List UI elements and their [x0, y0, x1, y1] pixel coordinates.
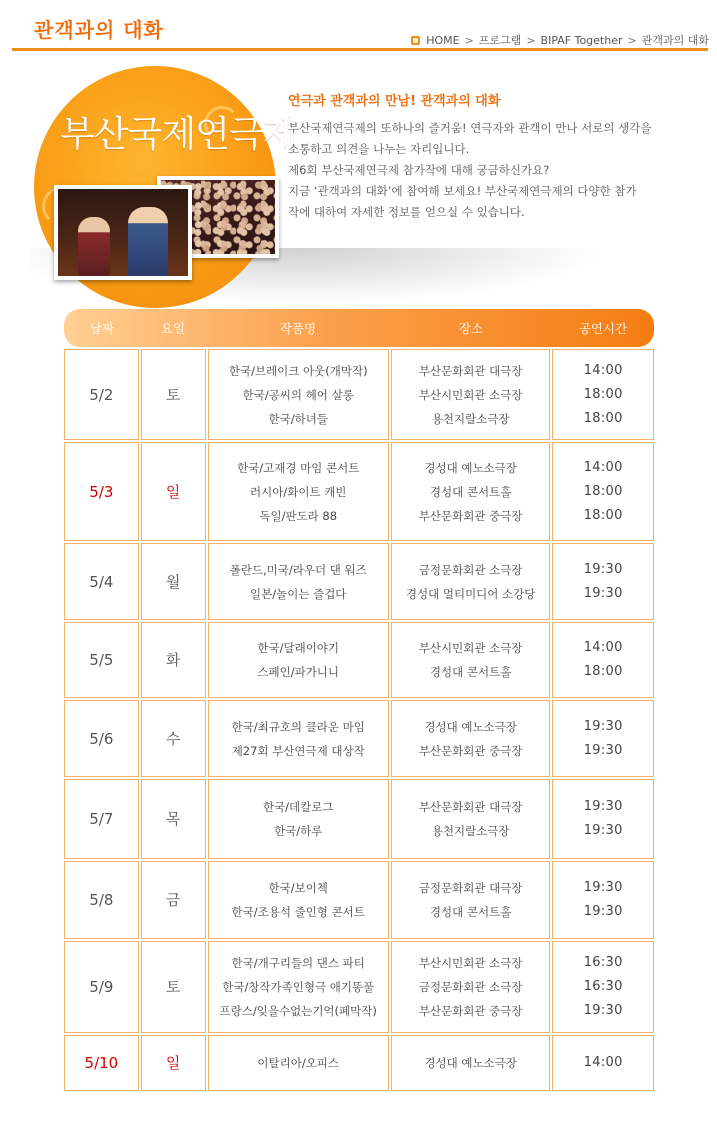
venue-cell: [391, 779, 550, 859]
show-time: 14:00: [583, 640, 623, 655]
venue-name: 부산문화회관 대극장: [418, 800, 523, 814]
show-time: 19:30: [583, 585, 623, 601]
intro-line: 소통하고 의견을 나누는 자리입니다.: [288, 142, 470, 156]
work-title: 일본/놀이는 즐겁다: [250, 586, 347, 601]
intro-section: [0, 58, 717, 288]
work-cell: [208, 442, 389, 541]
table-row: [64, 779, 654, 859]
time-cell: [552, 941, 654, 1033]
work-title: 한국/최규호의 클라운 마임: [231, 719, 365, 734]
date-cell: 5/7: [64, 779, 139, 859]
day-cell: 일: [141, 442, 206, 541]
show-time: 14:00: [583, 1055, 623, 1070]
work-cell: [208, 700, 389, 777]
work-title: 스페인/파가니니: [257, 665, 340, 679]
work-title: 제27회 부산연극제 대상작: [231, 743, 365, 758]
venue-name: 경성대 예노소극장: [424, 460, 517, 475]
time-cell: [552, 700, 654, 777]
venue-name: 금정문화회관 소극장: [418, 562, 523, 577]
show-time: 19:30: [583, 904, 623, 919]
date-cell: 5/3: [64, 442, 139, 541]
work-title: 프랑스/잊을수없는기억(폐막작): [219, 1004, 377, 1018]
venue-name: 경성대 멀티미디어 소강당: [405, 586, 536, 601]
time-cell: [552, 442, 654, 541]
show-time: 14:00: [583, 459, 623, 475]
title-divider: [12, 48, 708, 51]
table-row: [64, 349, 654, 440]
date-cell: 5/8: [64, 861, 139, 939]
breadcrumb-bipaf-link[interactable]: BIPAF Together: [540, 33, 623, 47]
header-time: 공연시간: [578, 321, 628, 336]
intro-line: 작에 대하여 자세한 정보를 얻으실 수 있습니다.: [288, 205, 525, 219]
venue-cell: [391, 1035, 550, 1091]
venue-name: 경성대 콘서트홀: [429, 484, 512, 499]
day-cell: 토: [141, 941, 206, 1033]
show-time: 18:00: [583, 664, 623, 679]
venue-name: 부산시민회관 소극장: [418, 956, 523, 970]
venue-cell: [391, 622, 550, 698]
table-row: [64, 1035, 654, 1091]
table-row: [64, 700, 654, 777]
intro-line: 지금 ‘관객과의 대화’에 참여해 보세요! 부산국제연극제의 다양한 참가: [288, 184, 637, 198]
show-time: 19:30: [583, 1003, 623, 1018]
breadcrumb: [411, 32, 709, 48]
work-title: 한국/조용석 줄인형 콘서트: [231, 905, 365, 919]
venue-name: 경성대 예노소극장: [424, 719, 517, 734]
work-title: 폴란드,미국/라우더 댄 워즈: [229, 562, 367, 577]
work-title: 이탈리아/오피스: [257, 1056, 340, 1070]
venue-cell: [391, 349, 550, 440]
venue-name: 부산문화회관 중극장: [418, 743, 523, 758]
venue-name: 부산시민회관 소극장: [418, 641, 523, 655]
venue-cell: [391, 442, 550, 541]
venue-cell: [391, 700, 550, 777]
show-time: 19:30: [583, 799, 623, 814]
venue-name: 금정문화회관 소극장: [418, 980, 523, 994]
day-cell: 화: [141, 622, 206, 698]
day-cell: 월: [141, 543, 206, 620]
work-title: 한국/데칼로그: [262, 800, 334, 814]
venue-name: 경성대 콘서트홀: [429, 905, 512, 919]
venue-name: 부산시민회관 소극장: [418, 387, 523, 402]
table-row: [64, 622, 654, 698]
day-cell: 토: [141, 349, 206, 440]
table-row: [64, 442, 654, 541]
date-cell: 5/4: [64, 543, 139, 620]
date-cell: 5/5: [64, 622, 139, 698]
header-work: 작품명: [279, 321, 317, 336]
work-title: 한국/창작가족인형극 애기똥풀: [222, 980, 375, 994]
show-time: 19:30: [583, 561, 623, 577]
work-cell: [208, 543, 389, 620]
performer-figure: [128, 207, 168, 279]
venue-name: 금정문화회관 대극장: [418, 881, 523, 895]
work-cell: [208, 622, 389, 698]
schedule-table: [64, 349, 654, 1093]
work-title: 한국/보이첵: [268, 881, 328, 895]
venue-cell: [391, 543, 550, 620]
show-time: 18:00: [583, 386, 623, 402]
venue-name: 부산문화회관 중극장: [418, 1004, 523, 1018]
venue-name: 용천지랄소극장: [431, 411, 510, 426]
venue-name: 부산문화회관 중극장: [418, 508, 523, 523]
show-time: 16:30: [583, 955, 623, 970]
day-cell: 일: [141, 1035, 206, 1091]
header-day: 요일: [160, 321, 186, 336]
stage-photo: [54, 185, 192, 280]
breadcrumb-separator: >: [526, 33, 536, 47]
work-cell: [208, 779, 389, 859]
venue-name: 경성대 콘서트홀: [429, 665, 512, 679]
venue-name: 부산문화회관 대극장: [418, 363, 523, 378]
work-title: 한국/고재경 마임 콘서트: [237, 460, 360, 475]
show-time: 19:30: [583, 880, 623, 895]
show-time: 14:00: [583, 362, 623, 378]
day-cell: 금: [141, 861, 206, 939]
work-title: 러시아/화이트 캐빈: [250, 484, 347, 499]
time-cell: [552, 543, 654, 620]
performer-figure: [78, 217, 110, 277]
work-cell: [208, 349, 389, 440]
breadcrumb-separator: >: [627, 33, 637, 47]
time-cell: [552, 349, 654, 440]
show-time: 19:30: [583, 742, 623, 758]
work-cell: [208, 861, 389, 939]
day-cell: 수: [141, 700, 206, 777]
header-venue: 장소: [458, 321, 484, 336]
breadcrumb-home-link[interactable]: HOME: [426, 33, 460, 47]
breadcrumb-current: 관객과의 대화: [641, 34, 709, 47]
venue-name: 경성대 예노소극장: [424, 1056, 517, 1070]
show-time: 18:00: [583, 483, 623, 499]
table-row: [64, 941, 654, 1033]
show-time: 18:00: [583, 507, 623, 523]
page-title: 관객과의 대화: [34, 18, 164, 42]
time-cell: [552, 861, 654, 939]
time-cell: [552, 1035, 654, 1091]
day-cell: 목: [141, 779, 206, 859]
breadcrumb-separator: >: [464, 33, 474, 47]
work-title: 한국/브레이크 아웃(개막작): [228, 363, 368, 378]
venue-cell: [391, 941, 550, 1033]
show-time: 18:00: [583, 410, 623, 426]
work-title: 한국/달래이야기: [257, 641, 340, 655]
home-icon: [411, 36, 420, 45]
festival-logo: 부산국제연극제: [60, 114, 297, 155]
date-cell: 5/2: [64, 349, 139, 440]
date-cell: 5/10: [64, 1035, 139, 1091]
time-cell: [552, 622, 654, 698]
intro-line: 제6회 부산국제연극제 참가작에 대해 궁금하신가요?: [288, 163, 550, 177]
work-title: 한국/개구리들의 댄스 파티: [231, 956, 365, 970]
work-title: 한국/공씨의 헤어 살롱: [242, 387, 354, 402]
venue-name: 용천지랄소극장: [431, 824, 510, 838]
work-title: 한국/하녀들: [268, 411, 328, 426]
intro-heading: 연극과 관객과의 만남! 관객과의 대화: [288, 94, 501, 109]
work-title: 독일/판도라 88: [259, 508, 338, 523]
show-time: 16:30: [583, 979, 623, 994]
schedule-table-header: [64, 309, 654, 347]
work-cell: [208, 941, 389, 1033]
table-row: [64, 543, 654, 620]
date-cell: 5/6: [64, 700, 139, 777]
header-date: 날짜: [89, 321, 115, 336]
show-time: 19:30: [583, 823, 623, 838]
table-row: [64, 861, 654, 939]
time-cell: [552, 779, 654, 859]
work-cell: [208, 1035, 389, 1091]
date-cell: 5/9: [64, 941, 139, 1033]
venue-cell: [391, 861, 550, 939]
intro-line: 부산국제연극제의 또하나의 즐거움! 연극자와 관객이 만나 서로의 생각을: [288, 121, 652, 135]
breadcrumb-program-link[interactable]: 프로그램: [478, 34, 522, 47]
work-title: 한국/하루: [274, 824, 323, 838]
intro-text: [288, 118, 660, 223]
show-time: 19:30: [583, 718, 623, 734]
